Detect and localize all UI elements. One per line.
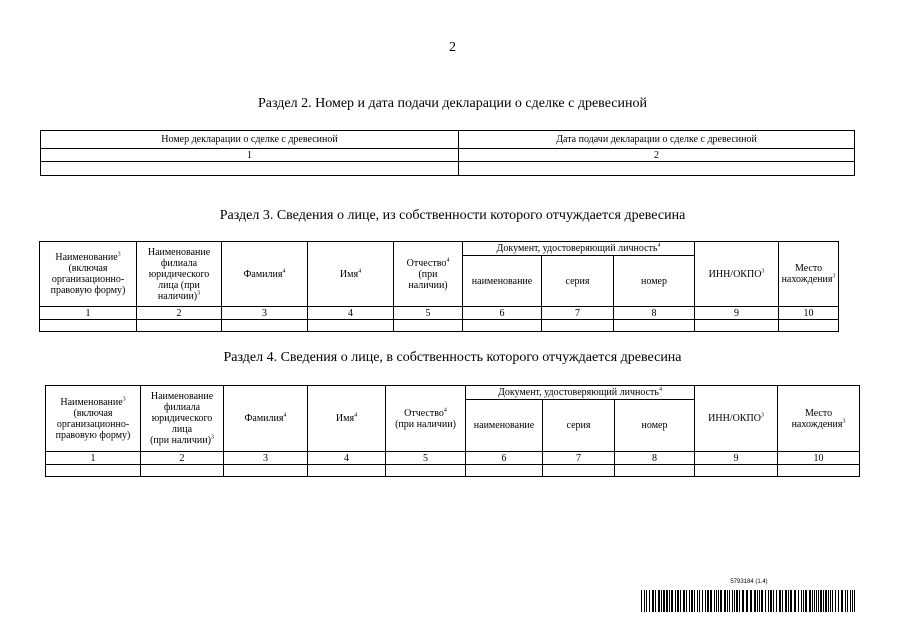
- first-name-header: Имя$^4$: [308, 242, 394, 307]
- seller-name-input[interactable]: [40, 320, 137, 332]
- seller-surname-input[interactable]: [222, 320, 308, 332]
- column-number: 6: [466, 452, 543, 465]
- seller-branch-input[interactable]: [137, 320, 222, 332]
- branch-name-header: Наименование филиала юридического лица (при наличии)$^3$: [141, 386, 224, 452]
- column-number: 3: [222, 307, 308, 320]
- column-number: 9: [695, 452, 778, 465]
- buyer-document-name-input[interactable]: [466, 465, 543, 477]
- declaration-number-header: Номер декларации о сделке с древесиной: [41, 131, 459, 149]
- surname-header: Фамилия$^4$: [224, 386, 308, 452]
- buyer-document-number-input[interactable]: [615, 465, 695, 477]
- document-series-header: серия: [542, 256, 614, 307]
- column-number: 7: [542, 307, 614, 320]
- column-number: 8: [614, 307, 695, 320]
- buyer-document-series-input[interactable]: [543, 465, 615, 477]
- location-header: Место нахождения$^3$: [778, 386, 860, 452]
- section-3-title: Раздел 3. Сведения о лице, из собственности которого отчуждается древесина: [219, 208, 686, 223]
- seller-first-name-input[interactable]: [308, 320, 394, 332]
- buyer-branch-input[interactable]: [141, 465, 224, 477]
- declaration-date-input[interactable]: [459, 162, 855, 176]
- document-number-header: номер: [615, 400, 695, 452]
- declaration-number-input[interactable]: [41, 162, 459, 176]
- column-number: 10: [779, 307, 839, 320]
- column-number: 2: [141, 452, 224, 465]
- inn-okpo-header: ИНН/ОКПО$^3$: [695, 386, 778, 452]
- identity-document-header: Документ, удостоверяющий личность$^4$: [466, 386, 695, 400]
- column-number: 2: [459, 149, 855, 162]
- first-name-header: Имя$^4$: [308, 386, 386, 452]
- document-number-header: номер: [614, 256, 695, 307]
- column-number: 3: [224, 452, 308, 465]
- declaration-date-header: Дата подачи декларации о сделке с древесиной: [459, 131, 855, 149]
- buyer-first-name-input[interactable]: [308, 465, 386, 477]
- seller-inn-okpo-input[interactable]: [695, 320, 779, 332]
- name-header: Наименование$^3$ (включая организационно- правовую форму): [46, 386, 141, 452]
- column-number: 4: [308, 307, 394, 320]
- branch-name-header: Наименование филиала юридического лица (при наличии)$^3$: [137, 242, 222, 307]
- column-number: 6: [463, 307, 542, 320]
- section-3-table: [39, 241, 839, 332]
- identity-document-header: Документ, удостоверяющий личность$^4$: [463, 242, 695, 256]
- patronymic-header: Отчество$^4$ (при наличии): [386, 386, 466, 452]
- column-number: 1: [46, 452, 141, 465]
- buyer-location-input[interactable]: [778, 465, 860, 477]
- section-2-table: [40, 130, 855, 176]
- column-number: 1: [40, 307, 137, 320]
- inn-okpo-header: ИНН/ОКПО$^3$: [695, 242, 779, 307]
- section-2-title: Раздел 2. Номер и дата подачи декларации о сделке с древесиной: [258, 96, 647, 111]
- seller-document-name-input[interactable]: [463, 320, 542, 332]
- section-4-table: [45, 385, 860, 477]
- column-number: 7: [543, 452, 615, 465]
- location-header: Место нахождения$^3$: [779, 242, 839, 307]
- column-number: 4: [308, 452, 386, 465]
- column-number: 2: [137, 307, 222, 320]
- buyer-patronymic-input[interactable]: [386, 465, 466, 477]
- buyer-inn-okpo-input[interactable]: [695, 465, 778, 477]
- buyer-surname-input[interactable]: [224, 465, 308, 477]
- barcode-image: [641, 590, 857, 612]
- column-number: 5: [394, 307, 463, 320]
- section-4-title: Раздел 4. Сведения о лице, в собственность которого отчуждается древесина: [223, 350, 682, 365]
- seller-document-number-input[interactable]: [614, 320, 695, 332]
- surname-header: Фамилия$^4$: [222, 242, 308, 307]
- column-number: 8: [615, 452, 695, 465]
- column-number: 9: [695, 307, 779, 320]
- barcode-label: 5793184 (1.4): [730, 579, 768, 585]
- page-number: 2: [449, 40, 456, 55]
- patronymic-header: Отчество$^4$ (при наличии): [394, 242, 463, 307]
- document-name-header: наименование: [466, 400, 543, 452]
- document-name-header: наименование: [463, 256, 542, 307]
- column-number: 10: [778, 452, 860, 465]
- seller-patronymic-input[interactable]: [394, 320, 463, 332]
- seller-location-input[interactable]: [779, 320, 839, 332]
- name-header: Наименование$^3$ (включая организационно- правовую форму): [40, 242, 137, 307]
- document-series-header: серия: [543, 400, 615, 452]
- column-number: 1: [41, 149, 459, 162]
- column-number: 5: [386, 452, 466, 465]
- buyer-name-input[interactable]: [46, 465, 141, 477]
- seller-document-series-input[interactable]: [542, 320, 614, 332]
